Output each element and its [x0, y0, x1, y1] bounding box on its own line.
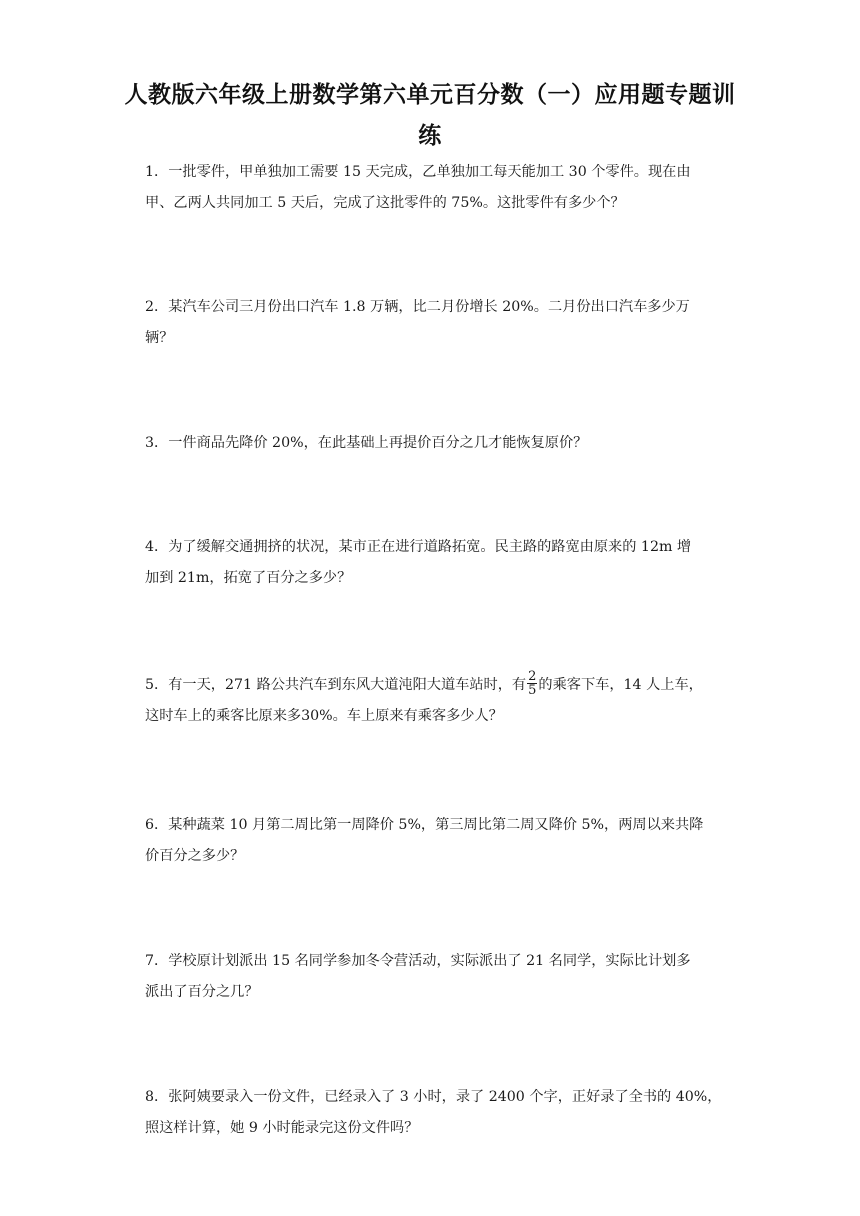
question-6-line-2: 价百分之多少？ [145, 848, 245, 864]
question-5 [145, 670, 725, 732]
question-5-text-a: 5．有一天，271 路公共汽车到东风大道沌阳大道车站时，有 [145, 677, 527, 693]
question-5-text-b: 的乘客下车，14 人上车， [538, 677, 703, 693]
question-7-line-2: 派出了百分之几？ [145, 984, 259, 1000]
fraction-numerator: 2 [528, 668, 537, 684]
question-8-line-2: 照这样计算，她 9 小时能录完这份文件吗？ [145, 1120, 419, 1136]
question-8-line-1: 8．张阿姨要录入一份文件，已经录入了 3 小时，录了 2400 个字，正好录了全书的 40%， [145, 1089, 722, 1105]
question-4-line-2: 加到 21m，拓宽了百分之多少？ [145, 570, 352, 586]
question-1-line-2: 甲、乙两人共同加工 5 天后，完成了这批零件的 75%。这批零件有多少个？ [145, 195, 625, 211]
question-3 [145, 428, 725, 459]
question-4-line-1: 4．为了缓解交通拥挤的状况，某市正在进行道路拓宽。民主路的路宽由原来的 12m 增 [145, 539, 692, 555]
question-5-line-1 [145, 670, 725, 701]
question-1 [145, 157, 725, 219]
question-1-line-1: 1．一批零件，甲单独加工需要 15 天完成，乙单独加工每天能加工 30 个零件。现在由 [145, 164, 691, 180]
document-title-line-2: 练 [418, 123, 442, 149]
question-7 [145, 946, 725, 1008]
document-title-line-1: 人教版六年级上册数学第六单元百分数（一）应用题专题训 [124, 82, 736, 108]
question-2-line-1: 2．某汽车公司三月份出口汽车 1.8 万辆，比二月份增长 20%。二月份出口汽车多少万 [145, 299, 690, 315]
question-2-line-2: 辆？ [145, 330, 174, 346]
question-4 [145, 532, 725, 594]
fraction-denominator: 5 [528, 682, 537, 698]
question-6 [145, 810, 725, 872]
question-2 [145, 292, 725, 354]
question-6-line-1: 6．某种蔬菜 10 月第二周比第一周降价 5%，第三周比第二周又降价 5%，两周以来共降 [145, 817, 704, 833]
fraction [527, 670, 537, 697]
question-8 [145, 1082, 725, 1144]
question-7-line-1: 7．学校原计划派出 15 名同学参加冬令营活动，实际派出了 21 名同学，实际比计划多 [145, 953, 691, 969]
question-5-line-2: 这时车上的乘客比原来多30%。车上原来有乘客多少人？ [145, 708, 503, 724]
question-3-line-1: 3．一件商品先降价 20%，在此基础上再提价百分之几才能恢复原价？ [145, 435, 588, 451]
